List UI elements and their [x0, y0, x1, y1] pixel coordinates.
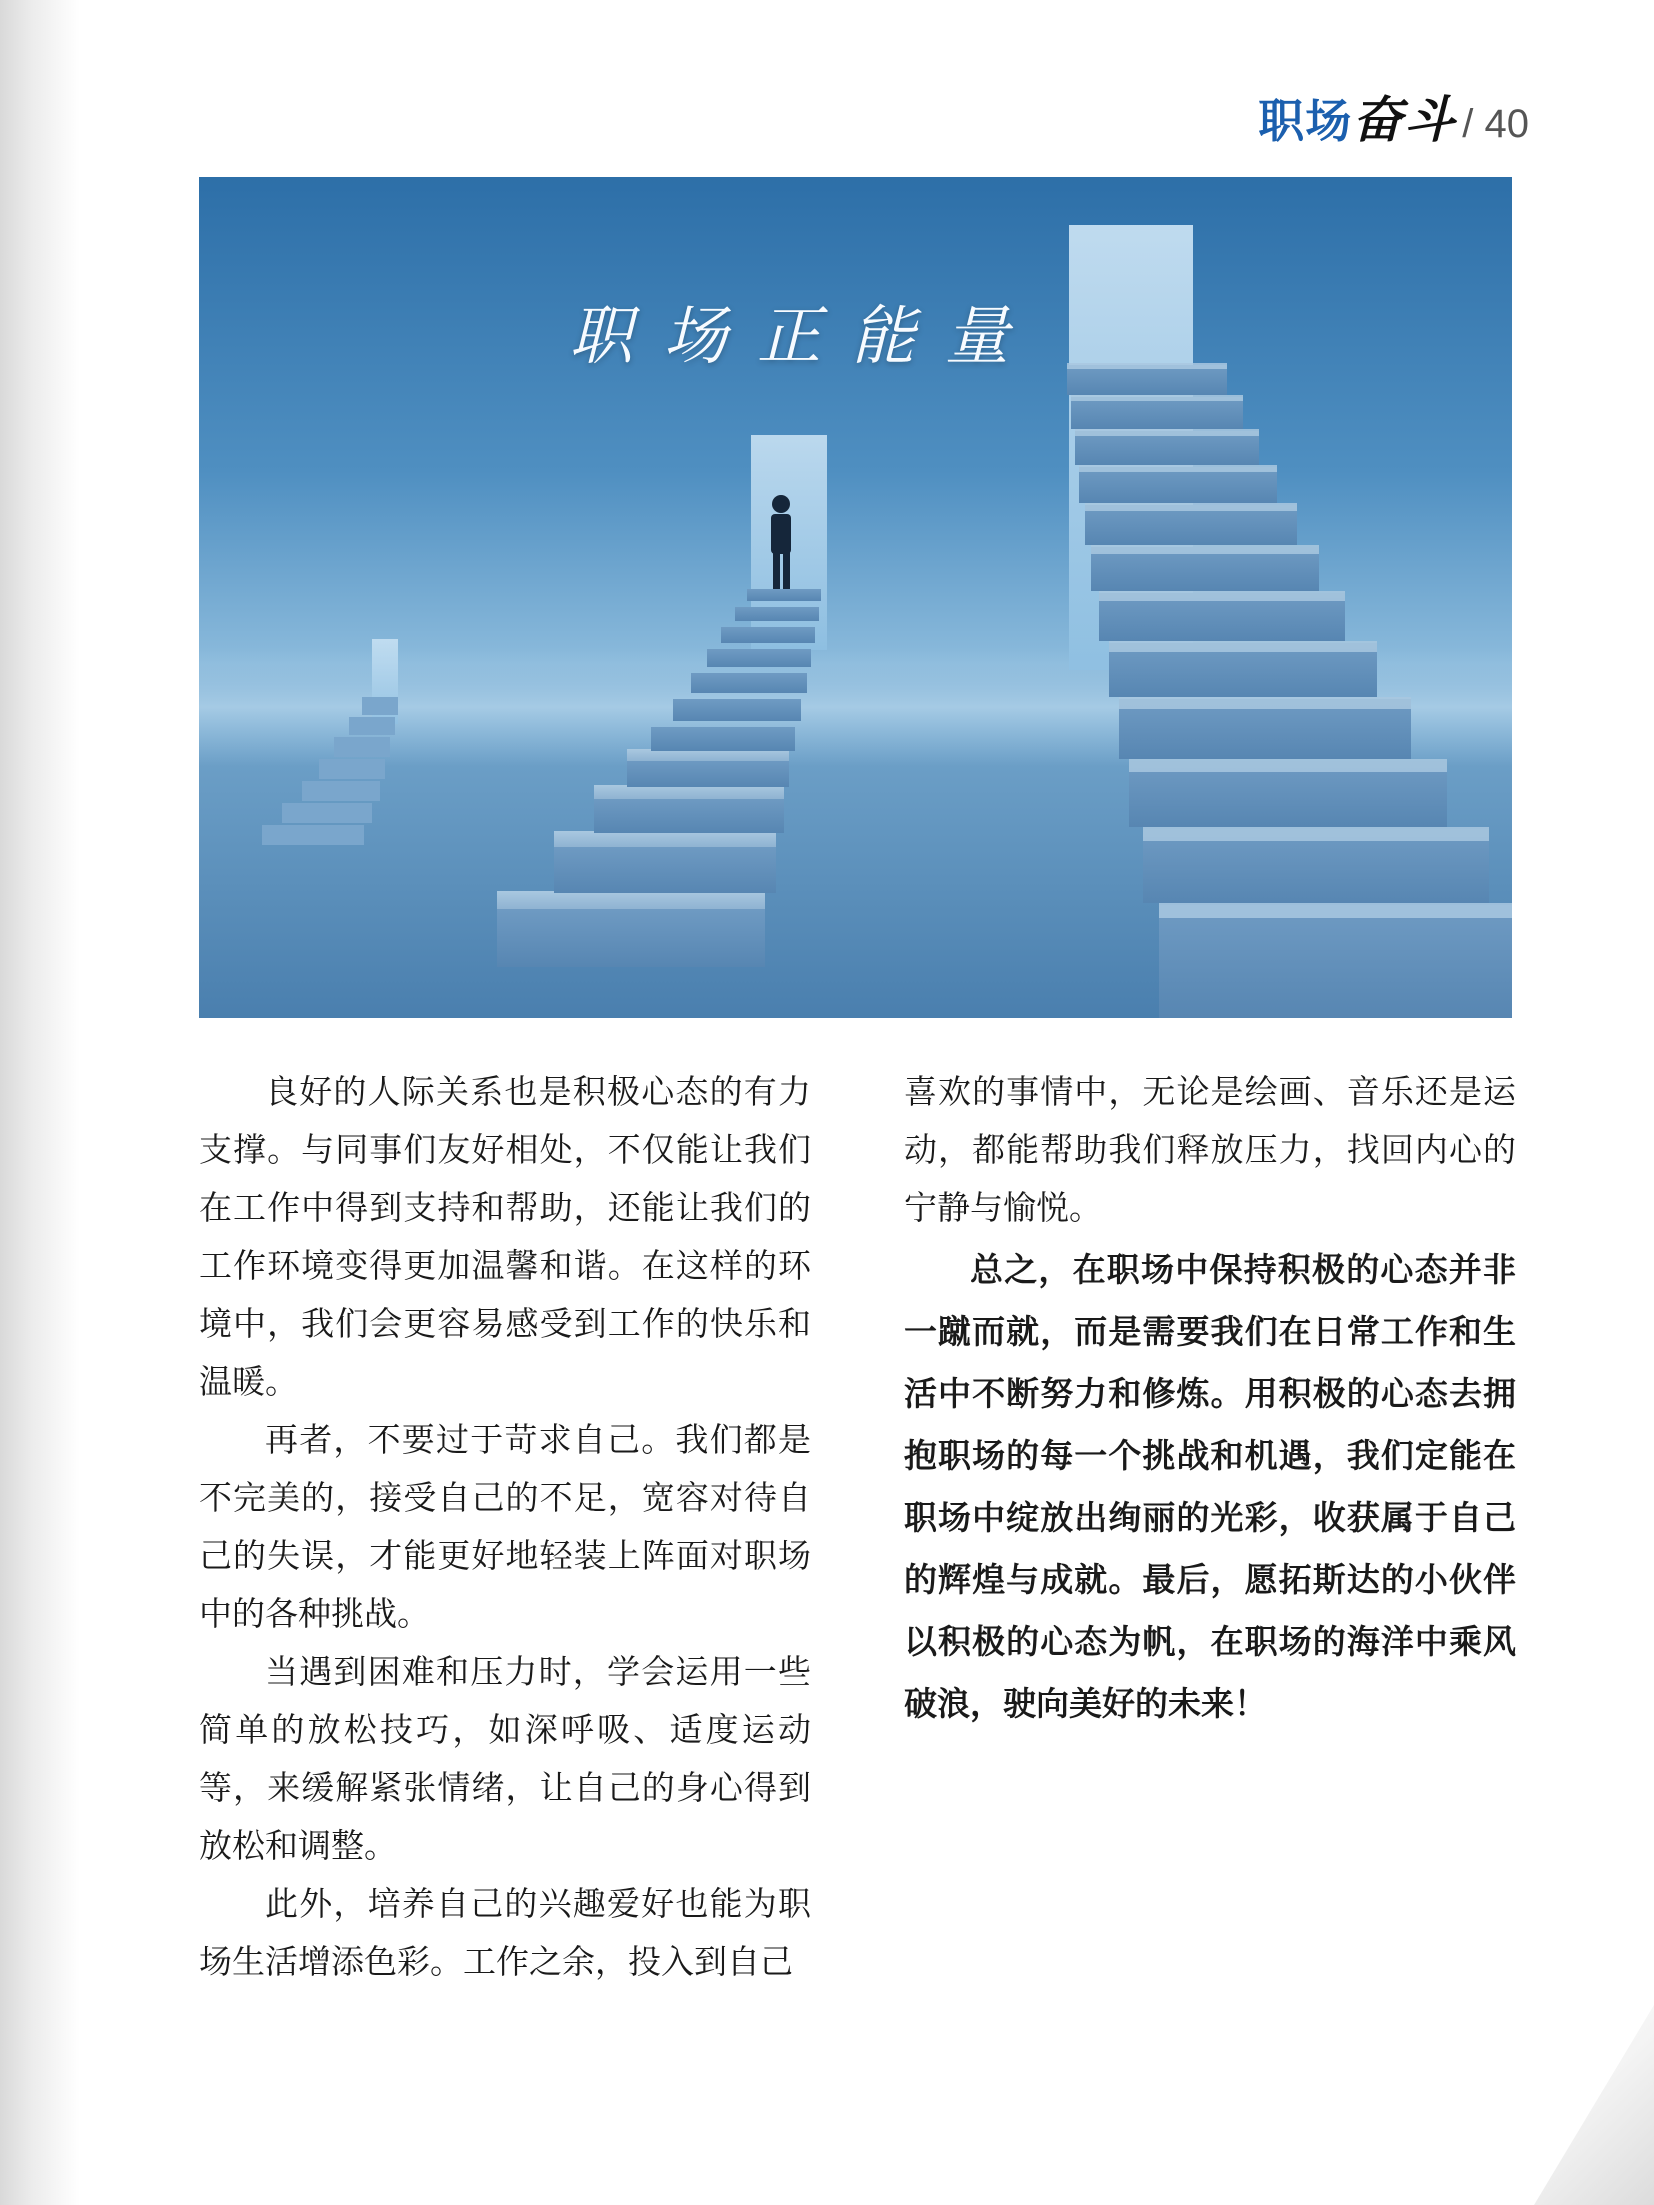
header-brand-struggle: 奋斗 — [1352, 90, 1457, 149]
paragraph-conclusion: 总之，在职场中保持积极的心态并非一蹴而就，而是需要我们在日常工作和生活中不断努力和修炼。用积极的心态去拥抱职场的每一个挑战和机遇，我们定能在职场中绽放出绚丽的光彩，收获属于自己的辉煌与成就。最后，愿拓斯达的小伙伴以积极的心态为帆，在职场的海洋中乘风破浪，驶向美好的未来！ — [904, 1250, 1516, 1723]
hero-title: 职场正能量 — [569, 300, 1039, 374]
page-edge-shadow — [0, 0, 80, 2205]
page-header — [1258, 80, 1529, 152]
paragraph-relationships: 良好的人际关系也是积极心态的有力支撑。与同事们友好相处，不仅能让我们在工作中得到支持和帮助，还能让我们的工作环境变得更加温馨和谐。在这样的环境中，我们会更容易感受到工作的快乐和温暖。 — [199, 1072, 811, 1401]
hero-image — [199, 177, 1512, 1018]
paragraph-hobbies: 此外，培养自己的兴趣爱好也能为职场生活增添色彩。工作之余，投入到自己 — [199, 1884, 811, 1981]
paragraph-hobbies-continued: 喜欢的事情中，无论是绘画、音乐还是运动，都能帮助我们释放压力，找回内心的宁静与愉悦。 — [904, 1072, 1516, 1227]
header-brand-workplace: 职场 — [1258, 94, 1353, 148]
page-number: / 40 — [1462, 102, 1529, 146]
paragraph-relaxation: 当遇到困难和压力时，学会运用一些简单的放松技巧，如深呼吸、适度运动等，来缓解紧张情绪，让自己的身心得到放松和调整。 — [199, 1652, 811, 1865]
paragraph-self-acceptance: 再者，不要过于苛求自己。我们都是不完美的，接受自己的不足，宽容对待自己的失误，才能更好地轻装上阵面对职场中的各种挑战。 — [199, 1420, 811, 1633]
page-curl — [1534, 2005, 1654, 2205]
right-column — [904, 1063, 1516, 1735]
left-column — [199, 1063, 811, 1991]
